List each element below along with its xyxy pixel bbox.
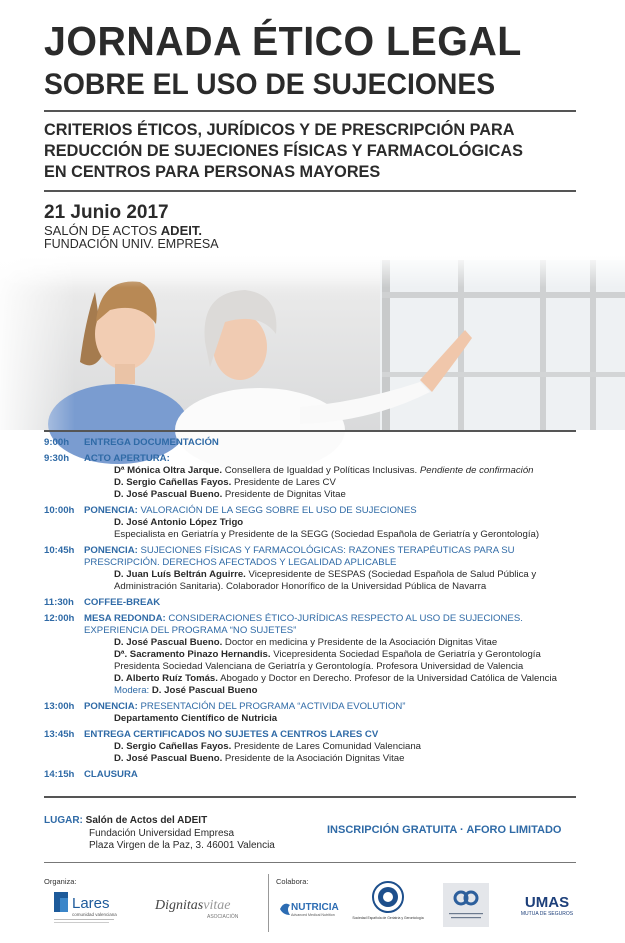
program-item [44,505,584,541]
divider [44,796,576,798]
fundacion-logo [443,883,489,927]
description [44,120,584,183]
svg-text:Advanced Medical Nutrition: Advanced Medical Nutrition [291,913,335,917]
speaker: D. Sergio Cañellas Fayos. Presidente de Lares CV [114,477,336,488]
svg-text:Sociedad Española de Geriatría: Sociedad Española de Geriatría y Gerontología [352,916,424,920]
description-line: EN CENTROS PARA PERSONAS MAYORES [44,163,381,181]
lares-logo [52,888,122,928]
event-date: 21 Junio 2017 [44,202,169,223]
nutricia-logo [278,895,340,923]
item-title: ACTO APERTURA: [84,453,170,464]
program-item [44,437,584,449]
item-time: 10:45h [44,545,75,556]
svg-text:Lares: Lares [72,895,110,912]
speaker-detail: Especialista en Geriatría y Presidente de la SEGG (Sociedad Española de Geriatría y Gerontología) [114,529,540,540]
location-label: LUGAR: [44,815,83,826]
item-title: PONENCIA: SUJECIONES FÍSICAS Y FARMACOLÓGICAS: RAZONES TERAPÉUTICAS PARA SU [84,545,515,556]
dignitas-sublabel: ASOCIACIÓN [207,914,239,920]
footer-separator [268,874,269,932]
divider [44,110,576,112]
item-time: 12:00h [44,613,75,624]
item-title: PONENCIA: VALORACIÓN DE LA SEGG SOBRE EL USO DE SUJECIONES [84,505,417,516]
speaker: D. José Antonio López Trigo [114,517,244,528]
speaker: D. Juan Luís Beltrán Aguirre. Vicepresidente de SESPAS (Sociedad Española de Salud Pública y [114,569,537,580]
main-subtitle: SOBRE EL USO DE SUJECIONES [44,68,496,101]
program-item [44,597,584,609]
item-time: 9:00h [44,437,70,448]
item-time: 13:45h [44,729,75,740]
item-title: MESA REDONDA: CONSIDERACIONES ÉTICO-JURÍDICAS RESPECTO AL USO DE SUJECIONES. [84,613,523,624]
caregiver-photo [0,252,625,430]
moderator: Modera: D. José Pascual Bueno [114,685,258,696]
program-item [44,769,584,781]
item-title: PONENCIA: PRESENTACIÓN DEL PROGRAMA “ACTIVIDA EVOLUTION” [84,701,406,712]
divider [44,190,576,192]
speaker: Departamento Científico de Nutricia [114,713,278,724]
location-line: Plaza Virgen de la Paz, 3. 46001 Valencia [89,840,275,851]
speaker: Dª. Sacramento Pinazo Hernandis. Vicepresidenta Sociedad Española de Geriatría y Gerontología [114,649,541,660]
program-item [44,701,584,725]
main-title: JORNADA ÉTICO LEGAL [44,18,522,64]
svg-text:comunidad valenciana: comunidad valenciana [72,912,117,917]
item-time: 14:15h [44,769,75,780]
item-title-cont: EXPERIENCIA DEL PROGRAMA “NO SUJETES” [84,625,297,636]
svg-text:MUTUA DE SEGUROS: MUTUA DE SEGUROS [520,911,574,917]
program-item [44,729,584,765]
speaker: D. José Pascual Bueno. Presidente de la Asociación Dignitas Vitae [114,753,405,764]
description-line: REDUCCIÓN DE SUJECIONES FÍSICAS Y FARMACOLÓGICAS [44,142,523,160]
speaker: D. José Pascual Bueno. Presidente de Dignitas Vitae [114,489,346,500]
svg-text:UMAS: UMAS [524,894,570,911]
colabora-label: Colabora: [276,877,309,886]
venue-name: ADEIT. [160,223,202,238]
item-time: 11:30h [44,597,74,608]
item-time: 10:00h [44,505,75,516]
item-title: ENTREGA CERTIFICADOS NO SUJETES A CENTROS LARES CV [84,729,379,740]
organiza-label: Organiza: [44,877,77,886]
program-item [44,453,584,501]
speaker: D. Sergio Cañellas Fayos. Presidente de Lares Comunidad Valenciana [114,741,421,752]
location-name: Salón de Actos del ADEIT [85,815,208,826]
svg-text:NUTRICIA: NUTRICIA [291,902,339,913]
item-title: COFFEE-BREAK [84,597,161,608]
item-title-cont: PRESCRIPCIÓN. DERECHOS AFECTADOS Y LEGALIDAD APLICABLE [84,557,397,568]
venue-institution: FUNDACIÓN UNIV. EMPRESA [44,237,219,251]
speaker: D. José Pascual Bueno. Doctor en medicina y Presidente de la Asociación Dignitas Vitae [114,637,498,648]
speaker-detail: Presidenta Sociedad Valenciana de Geriatría y Gerontología. Profesora Universidad de Valencia [114,661,524,672]
location-line: Fundación Universidad Empresa [89,827,235,839]
segg-logo [352,880,424,928]
program-item [44,613,584,697]
speaker-detail: Administración Sanitaria). Colaborador Honorífico de la Universidad Pública de Navarra [114,581,487,592]
item-title: ENTREGA DOCUMENTACIÓN [84,437,219,448]
location [44,815,275,853]
venue-prefix: SALÓN DE ACTOS [44,223,161,238]
registration-note: INSCRIPCIÓN GRATUITA · AFORO LIMITADO [327,824,562,836]
description-line: CRITERIOS ÉTICOS, JURÍDICOS Y DE PRESCRIPCIÓN PARA [44,121,515,139]
umas-logo [517,892,577,918]
program-item [44,545,584,593]
item-time: 9:30h [44,453,70,464]
item-title: CLAUSURA [84,769,138,780]
speaker: Dª Mónica Oltra Jarque. Consellera de Igualdad y Políticas Inclusivas. Pendiente de confirmación [114,465,534,476]
venue [44,223,202,238]
program [44,437,584,781]
divider [44,430,576,432]
divider [44,862,576,863]
dignitas-vitae-logo: Dignitasvitae [155,898,231,913]
item-time: 13:00h [44,701,75,712]
speaker: D. Alberto Ruíz Tomás. Abogado y Doctor en Derecho. Profesor de la Universidad Católica de Valencia [114,673,557,684]
